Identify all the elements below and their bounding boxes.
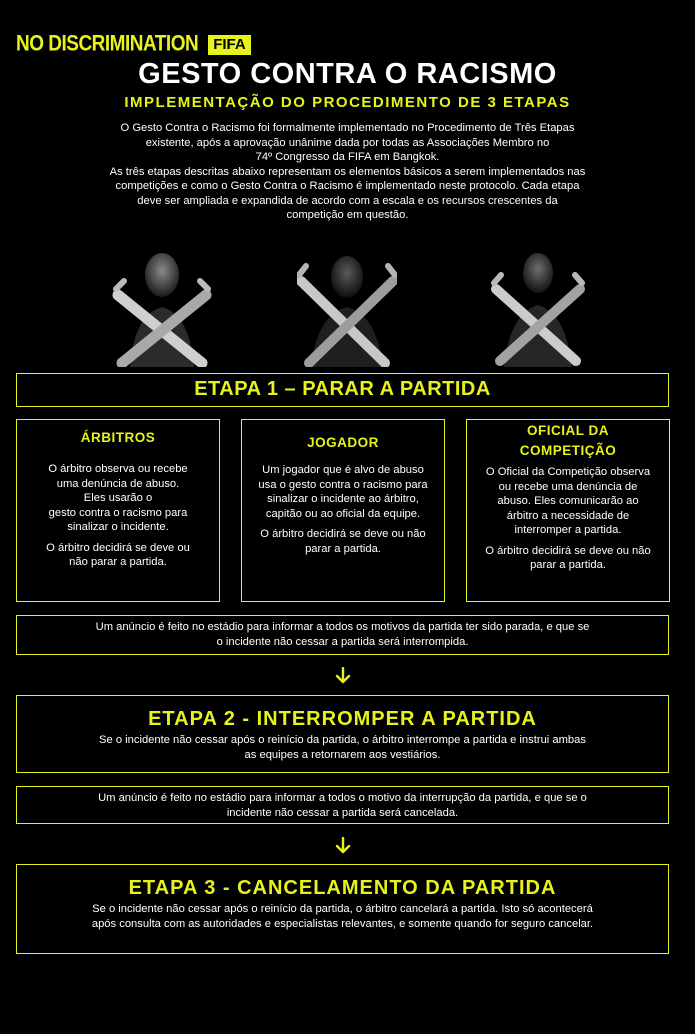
text-line: ou recebe uma denúncia de — [498, 480, 638, 493]
column-paragraph — [242, 463, 444, 521]
text-line: Um anúncio é feito no estádio para informar a todos os motivos da partida ter sido parada, e que se — [95, 621, 590, 633]
step2-box — [16, 695, 669, 773]
text-line: Um jogador que é alvo de abuso — [262, 464, 424, 476]
down-arrow-icon — [334, 837, 352, 855]
brand-bar — [16, 34, 251, 56]
step2-text — [17, 733, 668, 762]
text-line: Se o incidente não cessar após o reinício da partida, o árbitro cancelará a partida. Isto só acontecerá — [92, 903, 593, 915]
announcement-text — [17, 620, 668, 649]
text-line: O árbitro decidirá se deve ou não — [260, 528, 426, 540]
down-arrow-icon — [334, 667, 352, 685]
text-line: capitão ou ao oficial da equipe. — [265, 507, 421, 520]
column-title: JOGADOR — [307, 435, 379, 450]
intro-line: deve ser ampliada e expandida de acordo com a escala e os recursos crescentes da — [137, 194, 558, 207]
step2-announcement — [16, 786, 669, 824]
intro-line: competição em questão. — [286, 209, 409, 221]
column-paragraph — [17, 541, 219, 570]
no-discrimination-logo: NO DISCRIMINATION — [16, 32, 199, 57]
crossed-arms-photo-right — [488, 245, 588, 367]
intro-line: competições e como o Gesto Contra o Racismo é implementado neste protocolo. Cada etapa — [115, 180, 580, 192]
intro-line: existente, após a aprovação unânime dada por todas as Associações Membro no — [145, 136, 550, 149]
gesture-photos — [0, 245, 695, 370]
step3-box — [16, 864, 669, 954]
text-line: sinalizar o incidente. — [67, 521, 169, 533]
text-line: após consulta com as autoridades e especialistas relevantes, e somente quando for seguro cancelar. — [91, 917, 594, 930]
step2-title: ETAPA 2 - INTERROMPER A PARTIDA — [148, 708, 537, 730]
text-line: O árbitro decidirá se deve ou — [46, 541, 190, 554]
text-line: uma denúncia de abuso. — [56, 477, 180, 490]
text-line: O árbitro decidirá se deve ou não — [485, 544, 651, 557]
text-line: árbitro a necessidade de — [506, 509, 630, 522]
column-title-wrap — [467, 421, 669, 461]
text-line: parar a partida. — [530, 559, 606, 571]
column-paragraph — [17, 462, 219, 535]
column-title: COMPETIÇÃO — [519, 443, 617, 458]
step3-title: ETAPA 3 - CANCELAMENTO DA PARTIDA — [128, 877, 557, 899]
step3-text — [17, 902, 668, 931]
text-line: gesto contra o racismo para — [48, 506, 188, 519]
intro-line: O Gesto Contra o Racismo foi formalmente implementado no Procedimento de Três Etapas — [120, 122, 575, 134]
crossed-arms-photo-center — [297, 245, 397, 367]
column-paragraph — [467, 544, 669, 573]
text-line: O árbitro observa ou recebe — [48, 463, 188, 475]
text-line: parar a partida. — [305, 542, 381, 555]
column-title: ÁRBITROS — [80, 430, 156, 445]
page-title: GESTO CONTRA O RACISMO — [138, 58, 557, 90]
page-subtitle: IMPLEMENTAÇÃO DO PROCEDIMENTO DE 3 ETAPAS — [124, 94, 571, 111]
text-line: sinalizar o incidente ao árbitro, — [267, 493, 419, 505]
crossed-arms-photo-left — [112, 245, 212, 367]
intro-text — [70, 121, 625, 223]
text-line: abuso. Eles comunicarão ao — [497, 495, 639, 507]
step1-column-referees — [16, 419, 220, 602]
step1-title: ETAPA 1 – PARAR A PARTIDA — [194, 378, 491, 400]
text-line: Um anúncio é feito no estádio para informar a todos o motivo da interrupção da partida, e que se o — [98, 792, 587, 804]
step1-announcement — [16, 615, 669, 655]
text-line: usa o gesto contra o racismo para — [258, 478, 428, 491]
step1-column-competition-official — [466, 419, 670, 602]
fifa-logo: FIFA — [208, 35, 251, 55]
announcement-text — [17, 791, 668, 820]
column-paragraph — [242, 527, 444, 556]
intro-line: 74º Congresso da FIFA em Bangkok. — [255, 151, 440, 163]
text-line: Eles usarão o — [83, 492, 153, 504]
step1-title-box — [16, 373, 669, 407]
text-line: não parar a partida. — [69, 556, 167, 568]
text-line: as equipes a retornarem aos vestiários. — [244, 748, 441, 761]
text-line: Se o incidente não cessar após o reinício da partida, o árbitro interrompe a partida e instrui ambas — [99, 734, 586, 746]
step1-column-player — [241, 419, 445, 602]
text-line: interromper a partida. — [514, 524, 622, 536]
intro-line: As três etapas descritas abaixo representam os elementos básicos a serem implementados nas — [109, 165, 586, 178]
text-line: o incidente não cessar a partida será interrompida. — [216, 635, 469, 648]
column-title: OFICIAL DA — [527, 423, 609, 438]
text-line: O Oficial da Competição observa — [485, 466, 651, 478]
column-paragraph — [467, 465, 669, 538]
text-line: incidente não cessar a partida será cancelada. — [226, 806, 459, 819]
